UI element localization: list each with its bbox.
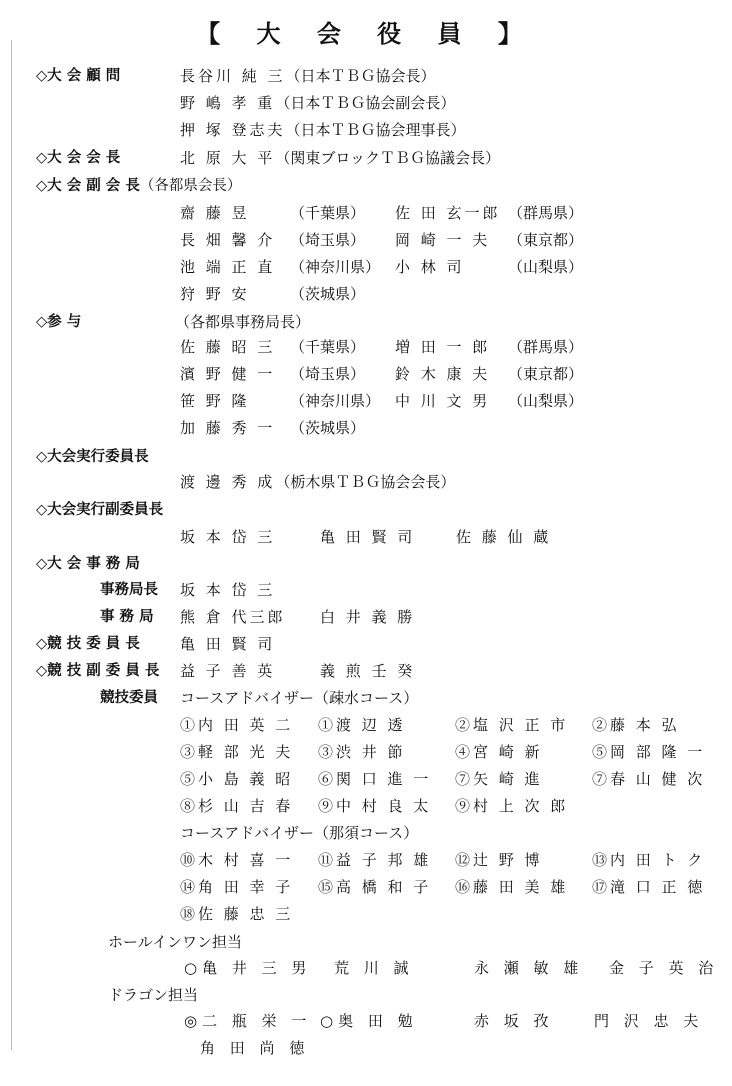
president-name: 北 原 大 平 xyxy=(180,149,276,167)
counselor-row xyxy=(180,364,600,384)
advisors-heading: ◇大 会 顧 問 xyxy=(36,68,121,84)
president-heading: ◇大 会 会 長 xyxy=(36,150,121,166)
advisor-grid-row xyxy=(180,850,725,870)
member-name: 金 子 英 治 xyxy=(609,959,719,977)
exec-vice-chair-heading: ◇大会実行副委員長 xyxy=(36,502,164,518)
course-advisor: ③軽 部 光 夫 xyxy=(180,743,294,761)
counselor-row xyxy=(180,418,600,438)
vice-president-note: （各都県会長） xyxy=(139,178,242,194)
member-prefecture: （埼玉県） xyxy=(290,231,366,249)
secretariat-heading: ◇大 会 事 務 局 xyxy=(36,556,140,572)
advisor-grid-row xyxy=(180,877,725,897)
member-prefecture: （東京都） xyxy=(508,231,584,249)
member-name: 坂 本 岱 三 xyxy=(180,581,276,599)
course-advisor: ⑱佐 藤 忠 三 xyxy=(180,905,294,923)
member-name: 齋 藤 昱 xyxy=(180,204,250,222)
member-name: 佐 藤 仙 蔵 xyxy=(456,528,552,546)
course-advisor: ⑦矢 崎 進 xyxy=(455,770,543,788)
hole-in-one-heading: ホールインワン担当 xyxy=(108,933,242,951)
member-prefecture: （埼玉県） xyxy=(290,365,366,383)
member-prefecture: （東京都） xyxy=(508,365,584,383)
page-edge-line xyxy=(11,40,12,1050)
vice-president-label: ◇大 会 副 会 長 xyxy=(36,178,140,194)
exec-chair-name: 渡 邊 秀 成 xyxy=(180,473,276,491)
vice-president-row xyxy=(180,257,600,277)
competition-members-row xyxy=(100,688,660,708)
advisor-name: 押 塚 登志夫 xyxy=(180,121,286,139)
member-name: 益 子 善 英 xyxy=(180,662,276,680)
course-group1-label: コースアドバイザー（疎水コース） xyxy=(180,689,419,707)
member-name: 白 井 義 勝 xyxy=(320,608,416,626)
secretariat-role: 事務局長 xyxy=(100,582,158,598)
advisor-grid-row xyxy=(180,742,725,762)
advisor-grid-row xyxy=(180,715,725,735)
member-prefecture: （群馬県） xyxy=(508,204,584,222)
member-name: 亀 田 賢 司 xyxy=(320,528,416,546)
advisor-name: 長谷川 純 三 xyxy=(180,67,286,85)
advisor-title: （日本ＴＢＧ協会副会長） xyxy=(275,94,456,112)
course-advisor: ⑦春 山 健 次 xyxy=(592,770,706,788)
dragon-heading: ドラゴン担当 xyxy=(108,986,199,1004)
counselors-heading: ◇参 与 xyxy=(36,314,82,330)
secretariat-row xyxy=(100,580,600,600)
advisor-row xyxy=(180,93,455,113)
secretariat-role: 事 務 局 xyxy=(100,609,154,625)
course-advisor: ⑬内 田 ト ク xyxy=(592,851,706,869)
member-name: 門 沢 忠 夫 xyxy=(594,1012,704,1030)
member-name: 笹 野 隆 xyxy=(180,392,250,410)
member-name: 濱 野 健 一 xyxy=(180,365,276,383)
course-advisor: ⑮高 橋 和 子 xyxy=(318,878,432,896)
course-advisor: ⑩木 村 喜 一 xyxy=(180,851,294,869)
member-prefecture: （群馬県） xyxy=(508,338,584,356)
advisor-grid-row xyxy=(180,904,725,924)
member-name: 池 端 正 直 xyxy=(180,258,276,276)
course-advisor: ⑨中 村 良 太 xyxy=(318,797,432,815)
dragon-extra-name: 角 田 尚 徳 xyxy=(200,1039,310,1057)
advisor-row xyxy=(180,66,436,86)
member-name: 狩 野 安 xyxy=(180,285,250,303)
course-advisor: ②藤 本 弘 xyxy=(592,716,680,734)
member-prefecture: （茨城県） xyxy=(290,285,366,303)
member-name: 佐 田 玄一郎 xyxy=(395,204,501,222)
member-name: 赤 坂 孜 xyxy=(474,1012,554,1030)
competition-vice-chair-heading: ◇競 技 副 委 員 長 xyxy=(36,663,160,679)
course-advisor: ⑧杉 山 吉 春 xyxy=(180,797,294,815)
member-name: 岡 崎 一 夫 xyxy=(395,231,491,249)
course-advisor: ①内 田 英 二 xyxy=(180,716,294,734)
member-prefecture: （山梨県） xyxy=(508,392,584,410)
advisor-name: 野 嶋 孝 重 xyxy=(180,94,276,112)
competition-vice-chair-row xyxy=(180,661,600,681)
secretariat-row xyxy=(100,607,600,627)
course-advisor: ④宮 崎 新 xyxy=(455,743,543,761)
vice-president-heading xyxy=(36,176,241,196)
member-name: 義 煎 壬 癸 xyxy=(320,662,416,680)
course-advisor: ②塩 沢 正 市 xyxy=(455,716,569,734)
competition-chair-name: 亀 田 賢 司 xyxy=(180,635,276,653)
counselors-note: （各都県事務局長） xyxy=(175,313,311,331)
member-prefecture: （千葉県） xyxy=(290,338,366,356)
course-advisor: ⑤岡 部 隆 一 xyxy=(592,743,706,761)
member-name: 鈴 木 康 夫 xyxy=(395,365,491,383)
course-advisor: ⑰滝 口 正 徳 xyxy=(592,878,706,896)
member-name: 増 田 一 郎 xyxy=(395,338,491,356)
counselor-row xyxy=(180,391,600,411)
president-row xyxy=(180,148,500,168)
course-advisor: ⑭角 田 幸 子 xyxy=(180,878,294,896)
member-name: 長 畑 馨 介 xyxy=(180,231,276,249)
member-name: 加 藤 秀 一 xyxy=(180,419,276,437)
vice-president-row xyxy=(180,203,600,223)
advisor-title: （日本ＴＢＧ協会長） xyxy=(285,67,436,85)
competition-chair-heading: ◇競 技 委 員 長 xyxy=(36,636,140,652)
course-advisor: ⑫辻 野 博 xyxy=(455,851,543,869)
member-name: ○奥 田 勉 xyxy=(320,1012,418,1030)
member-prefecture: （神奈川県） xyxy=(290,392,381,410)
page-title: 【 大 会 役 員 】 xyxy=(196,20,536,48)
member-name: 熊 倉 代三郎 xyxy=(180,608,286,626)
member-prefecture: （茨城県） xyxy=(290,419,366,437)
member-name: 荒 川 誠 xyxy=(334,959,414,977)
advisor-title: （日本ＴＢＧ協会理事長） xyxy=(285,121,466,139)
exec-vice-chair-row xyxy=(180,527,600,547)
member-name: 中 川 文 男 xyxy=(395,392,491,410)
member-prefecture: （神奈川県） xyxy=(290,258,381,276)
member-name: ○亀 井 三 男 xyxy=(184,959,312,977)
course-advisor: ⑨村 上 次 郎 xyxy=(455,797,569,815)
member-name: ◎二 瓶 栄 一 xyxy=(184,1012,312,1030)
advisor-grid-row xyxy=(180,796,725,816)
dragon-row xyxy=(184,1011,729,1031)
hole-in-one-row xyxy=(184,958,729,978)
course-advisor: ⑥関 口 進 一 xyxy=(318,770,432,788)
member-name: 小 林 司 xyxy=(395,258,465,276)
advisor-row xyxy=(180,120,466,140)
exec-chair-title: （栃木県ＴＢＧ協会会長） xyxy=(275,473,456,491)
vice-president-row xyxy=(180,230,600,250)
course-group2-label: コースアドバイザー（那須コース） xyxy=(180,824,419,842)
course-advisor: ③渋 井 節 xyxy=(318,743,406,761)
member-name: 坂 本 岱 三 xyxy=(180,528,276,546)
course-advisor: ⑤小 島 義 昭 xyxy=(180,770,294,788)
member-name: 佐 藤 昭 三 xyxy=(180,338,276,356)
exec-chair-heading: ◇大会実行委員長 xyxy=(36,449,149,465)
member-name: 永 瀬 敏 雄 xyxy=(474,959,584,977)
advisor-grid-row xyxy=(180,769,725,789)
course-advisor: ⑪益 子 邦 雄 xyxy=(318,851,432,869)
president-title: （関東ブロックＴＢＧ協議会長） xyxy=(275,149,501,167)
course-advisor: ①渡 辺 透 xyxy=(318,716,406,734)
member-prefecture: （山梨県） xyxy=(508,258,584,276)
member-prefecture: （千葉県） xyxy=(290,204,366,222)
course-advisor: ⑯藤 田 美 雄 xyxy=(455,878,569,896)
counselor-row xyxy=(180,337,600,357)
vice-president-row xyxy=(180,284,600,304)
competition-members-role: 競技委員 xyxy=(100,690,158,706)
exec-chair-row xyxy=(180,472,455,492)
